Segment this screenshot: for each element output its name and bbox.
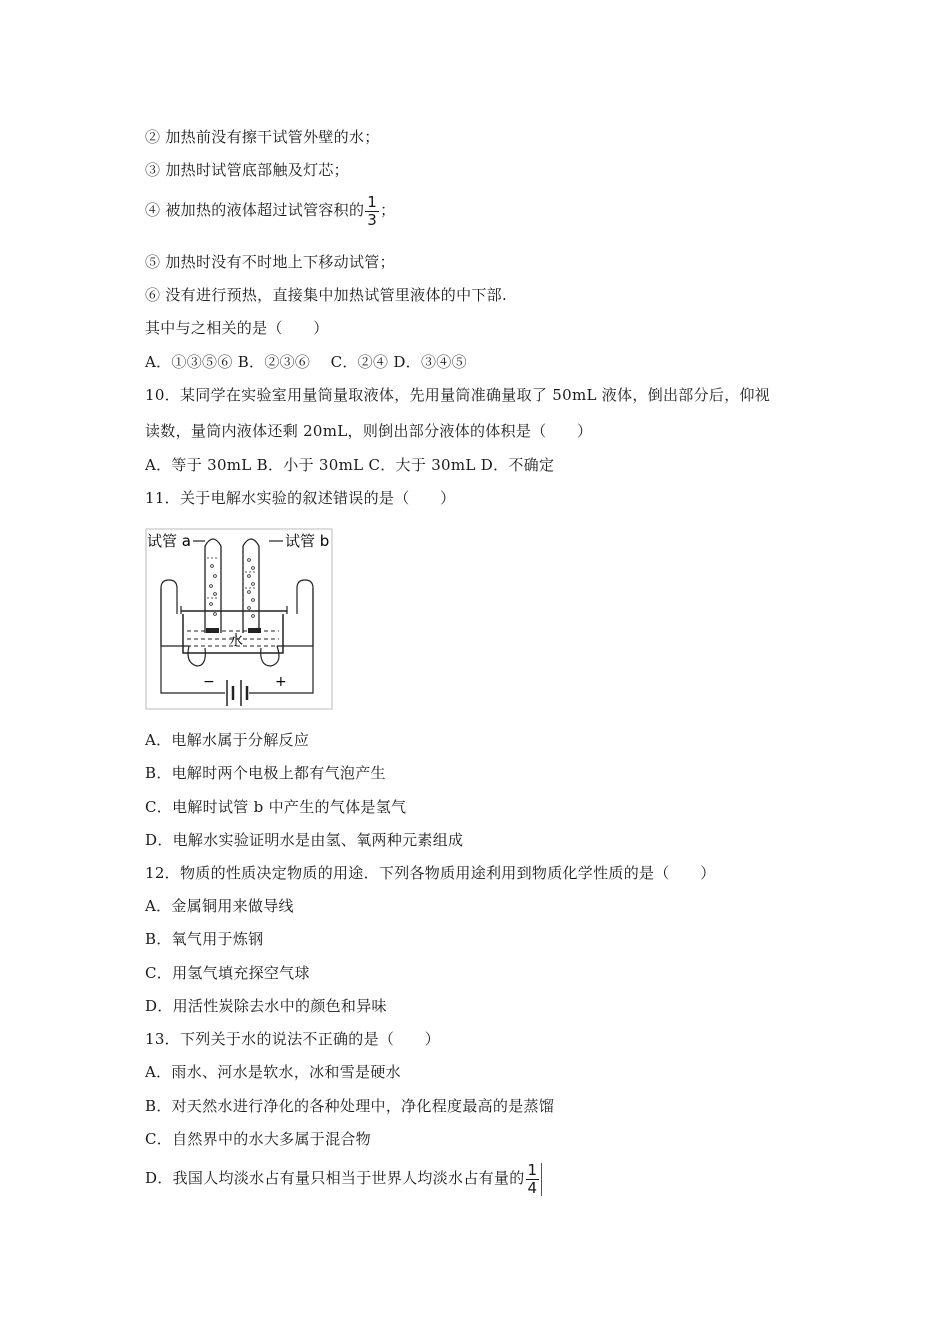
- text-line-3: ③ 加热时试管底部触及灯芯；: [145, 161, 349, 179]
- question-13-option-b: B．对天然水进行净化的各种处理中，净化程度最高的是蒸馏: [145, 1097, 555, 1115]
- fraction-denominator: 3: [367, 210, 378, 229]
- question-10-options: A．等于 30mL B．小于 30mL C．大于 30mL D．不确定: [145, 456, 555, 474]
- electrode-b: [248, 628, 261, 633]
- electrode-a: [206, 628, 219, 633]
- question-12-option-c: C．用氢气填充探空气球: [145, 964, 310, 982]
- fraction-denominator: 4: [527, 1178, 538, 1197]
- question-10-line-1: 10．某同学在实验室用量筒量取液体，先用量筒准确量取了 50mL 液体，倒出部分后，仰视: [145, 386, 771, 404]
- question-13-option-c: C．自然界中的水大多属于混合物: [145, 1130, 371, 1148]
- question-11-option-b: B．电解时两个电极上都有气泡产生: [145, 764, 386, 782]
- electrolysis-diagram: [145, 528, 333, 710]
- fraction-numerator: 1: [527, 1160, 538, 1179]
- label-negative: −: [203, 674, 215, 690]
- label-tube-b: 试管 b: [285, 532, 330, 550]
- text-line-5: ⑤ 加热时没有不时地上下移动试管；: [145, 253, 395, 271]
- question-11-prompt: 11．关于电解水实验的叙述错误的是（ ）: [145, 489, 456, 507]
- text-line-2: ② 加热前没有擦干试管外壁的水；: [145, 128, 380, 146]
- question-13-prompt: 13．下列关于水的说法不正确的是（ ）: [145, 1030, 441, 1048]
- question-11-option-a: A．电解水属于分解反应: [145, 731, 310, 749]
- text-line-4-lead: ④ 被加热的液体超过试管容积的: [145, 201, 365, 219]
- fraction-numerator: 1: [367, 192, 378, 211]
- question-12-option-b: B．氧气用于炼钢: [145, 930, 264, 948]
- text-line-6: ⑥ 没有进行预热，直接集中加热试管里液体的中下部.: [145, 286, 508, 304]
- question-11-option-c: C．电解时试管 b 中产生的气体是氢气: [145, 798, 407, 816]
- question-12-option-d: D．用活性炭除去水中的颜色和异味: [145, 997, 387, 1015]
- question-9-prompt: 其中与之相关的是（ ）: [145, 319, 329, 337]
- question-12-prompt: 12．物质的性质决定物质的用途．下列各物质用途利用到物质化学性质的是（ ）: [145, 864, 716, 882]
- text-line-4-end: ；: [380, 201, 396, 219]
- question-10-line-2: 读数，量筒内液体还剩 20mL，则倒出部分液体的体积是（ ）: [145, 422, 593, 440]
- fraction-one-third: [365, 192, 379, 229]
- text-line-4: [145, 192, 395, 228]
- question-11-option-d: D．电解水实验证明水是由氢、氧两种元素组成: [145, 831, 464, 849]
- label-water: 水: [229, 633, 243, 649]
- label-tube-a: 试管 a: [147, 532, 191, 550]
- fraction-one-quarter: [526, 1160, 543, 1197]
- question-13-option-d-lead: D．我国人均淡水占有量只相当于世界人均淡水占有量的: [145, 1169, 525, 1187]
- question-9-options: A．①③⑤⑥ B．②③⑥ C．②④ D．③④⑤: [145, 353, 467, 371]
- question-12-option-a: A．金属铜用来做导线: [145, 897, 294, 915]
- question-13-option-d: [145, 1160, 543, 1196]
- question-13-option-a: A．雨水、河水是软水，冰和雪是硬水: [145, 1063, 401, 1081]
- label-positive: +: [275, 674, 287, 690]
